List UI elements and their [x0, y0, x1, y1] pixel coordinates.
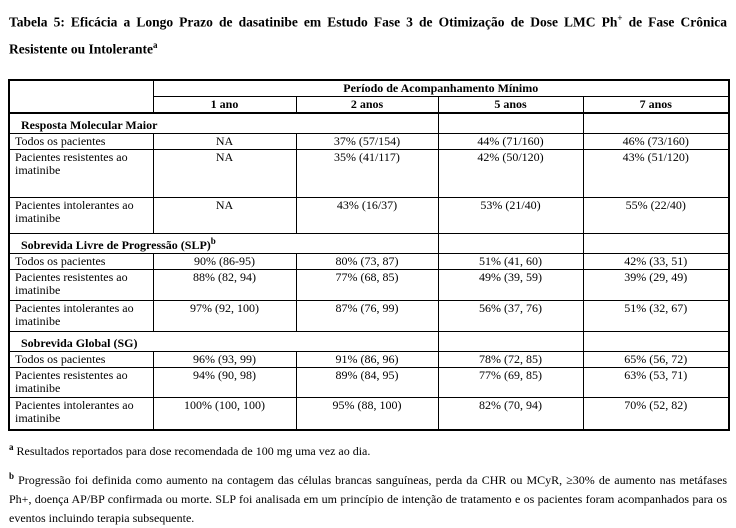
row-label: Pacientes resistentes ao imatinibe — [9, 150, 153, 198]
empty-cell — [583, 234, 729, 254]
cell-value: 35% (41/117) — [296, 150, 438, 198]
cell-value: 43% (51/120) — [583, 150, 729, 198]
cell-value: 46% (73/160) — [583, 134, 729, 150]
empty-cell — [438, 332, 583, 352]
title-text: Resistente ou Intolerante — [9, 41, 153, 56]
section-title-sup: b — [210, 236, 216, 246]
cell-value: 87% (76, 99) — [296, 301, 438, 332]
cell-value: 43% (16/37) — [296, 198, 438, 234]
footnote-a-text: Resultados reportados para dose recomendada de 100 mg uma vez ao dia. — [16, 443, 371, 458]
table-row — [9, 398, 729, 430]
row-label: Pacientes resistentes ao imatinibe — [9, 368, 153, 398]
title-superscript-plus: + — [617, 13, 623, 23]
footnote-a-marker: a — [9, 441, 14, 452]
cell-value: 42% (33, 51) — [583, 254, 729, 270]
section-title-text: Sobrevida Global (SG) — [21, 336, 138, 350]
footnote-b-text: Progressão foi definida como aumento na contagem das células brancas sanguíneas, perda da CHR ou MCyR, ≥30% de aumento nas metáfases Ph+, doença AP/BP confirmada ou morte. SLP foi analisada em um princípio de intenção de tratamento e os pacientes foram acompanhados para os eventos incluindo terapia subsequente. — [9, 472, 727, 525]
cell-value: 51% (41, 60) — [438, 254, 583, 270]
title-text: Tabela 5: Eficácia a Longo Prazo de dasatinibe em Estudo Fase 3 de Otimização de Dose LMC Ph — [9, 14, 618, 30]
cell-value: 78% (72, 85) — [438, 352, 583, 368]
row-label: Todos os pacientes — [9, 254, 153, 270]
empty-cell — [583, 332, 729, 352]
document-page — [0, 7, 736, 525]
footnote-b-marker: b — [9, 470, 15, 481]
table-row — [9, 368, 729, 398]
section-title-rmm — [9, 113, 438, 134]
table-row — [9, 134, 729, 150]
row-label: Todos os pacientes — [9, 134, 153, 150]
section-title-text: Sobrevida Livre de Progressão (SLP) — [21, 238, 211, 252]
cell-value: 51% (32, 67) — [583, 301, 729, 332]
title-superscript-a: a — [152, 39, 158, 50]
column-header-1ano: 1 ano — [153, 97, 296, 114]
cell-value: 37% (57/154) — [296, 134, 438, 150]
cell-value: 90% (86-95) — [153, 254, 296, 270]
empty-cell — [438, 234, 583, 254]
cell-value: 77% (68, 85) — [296, 270, 438, 301]
cell-value: 65% (56, 72) — [583, 352, 729, 368]
cell-value: 44% (71/160) — [438, 134, 583, 150]
cell-value: 63% (53, 71) — [583, 368, 729, 398]
cell-value: NA — [153, 198, 296, 234]
table-row — [9, 254, 729, 270]
row-label: Pacientes intolerantes ao imatinibe — [9, 198, 153, 234]
cell-value: NA — [153, 134, 296, 150]
period-header: Período de Acompanhamento Mínimo — [153, 80, 729, 97]
section-title-text: Resposta Molecular Maior — [21, 118, 158, 132]
section-title-slp — [9, 234, 438, 254]
header-row-period — [9, 80, 729, 97]
row-label: Pacientes intolerantes ao imatinibe — [9, 398, 153, 430]
cell-value: 42% (50/120) — [438, 150, 583, 198]
section-header-row — [9, 234, 729, 254]
row-label: Pacientes intolerantes ao imatinibe — [9, 301, 153, 332]
cell-value: 53% (21/40) — [438, 198, 583, 234]
cell-value: 70% (52, 82) — [583, 398, 729, 430]
table-row — [9, 198, 729, 234]
table-row — [9, 352, 729, 368]
cell-value: 97% (92, 100) — [153, 301, 296, 332]
page-title-line1 — [9, 7, 727, 34]
page-title-line2 — [9, 34, 727, 61]
cell-value: 95% (88, 100) — [296, 398, 438, 430]
footnote-a — [9, 438, 727, 461]
section-header-row — [9, 332, 729, 352]
cell-value: 55% (22/40) — [583, 198, 729, 234]
cell-value: 89% (84, 95) — [296, 368, 438, 398]
cell-value: 91% (86, 96) — [296, 352, 438, 368]
table-row — [9, 150, 729, 198]
row-label: Pacientes resistentes ao imatinibe — [9, 270, 153, 301]
cell-value: 77% (69, 85) — [438, 368, 583, 398]
cell-value: 96% (93, 99) — [153, 352, 296, 368]
footnotes — [9, 438, 727, 528]
cell-value: 39% (29, 49) — [583, 270, 729, 301]
cell-value: 100% (100, 100) — [153, 398, 296, 430]
table-row — [9, 270, 729, 301]
table-row — [9, 301, 729, 332]
empty-cell — [438, 113, 583, 134]
cell-value: NA — [153, 150, 296, 198]
row-label: Todos os pacientes — [9, 352, 153, 368]
corner-cell — [9, 80, 153, 113]
empty-cell — [583, 113, 729, 134]
section-header-row — [9, 113, 729, 134]
cell-value: 49% (39, 59) — [438, 270, 583, 301]
column-header-2anos: 2 anos — [296, 97, 438, 114]
title-text: de Fase Crônica — [622, 14, 727, 30]
page-title — [9, 7, 727, 60]
section-title-sg — [9, 332, 438, 352]
footnote-b — [9, 467, 727, 528]
cell-value: 56% (37, 76) — [438, 301, 583, 332]
column-header-5anos: 5 anos — [438, 97, 583, 114]
column-header-7anos: 7 anos — [583, 97, 729, 114]
efficacy-table — [8, 79, 730, 431]
cell-value: 88% (82, 94) — [153, 270, 296, 301]
cell-value: 82% (70, 94) — [438, 398, 583, 430]
cell-value: 80% (73, 87) — [296, 254, 438, 270]
cell-value: 94% (90, 98) — [153, 368, 296, 398]
